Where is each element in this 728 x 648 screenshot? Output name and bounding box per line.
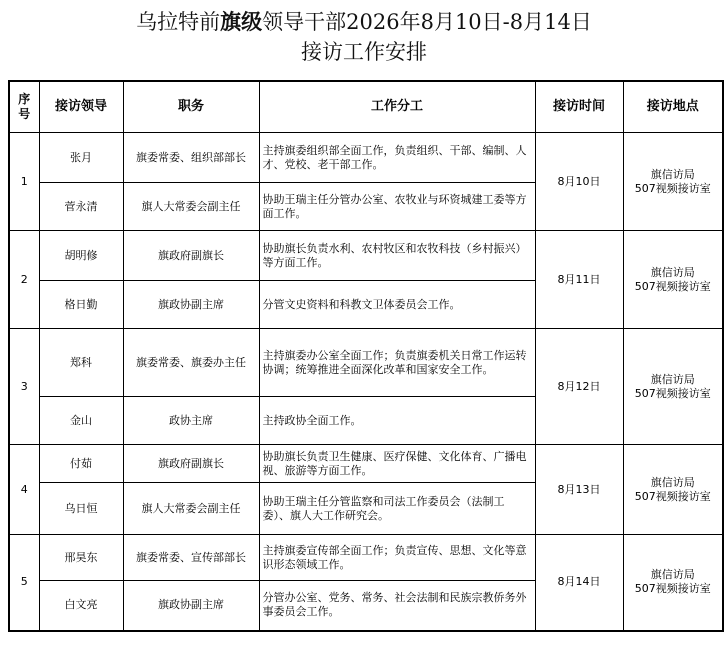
position-cell: 旗委常委、组织部部长 — [123, 133, 259, 183]
time-cell: 8月12日 — [535, 329, 623, 445]
duty-cell: 协助旗长负责水利、农村牧区和农牧科技（乡村振兴）等方面工作。 — [259, 231, 535, 281]
header-time: 接访时间 — [535, 81, 623, 133]
time-cell: 8月11日 — [535, 231, 623, 329]
table-row — [9, 133, 723, 183]
schedule-table — [8, 80, 724, 632]
leader-name-cell: 张月 — [39, 133, 123, 183]
position-cell: 政协主席 — [123, 397, 259, 445]
header-position: 职务 — [123, 81, 259, 133]
position-cell: 旗政协副主席 — [123, 581, 259, 631]
position-cell: 旗委常委、旗委办主任 — [123, 329, 259, 397]
position-cell: 旗人大常委会副主任 — [123, 183, 259, 231]
time-cell: 8月10日 — [535, 133, 623, 231]
leader-name-cell: 白文亮 — [39, 581, 123, 631]
position-cell: 旗政府副旗长 — [123, 231, 259, 281]
page-title-line2: 接访工作安排 — [301, 40, 427, 64]
seq-cell: 2 — [9, 231, 39, 329]
duty-cell: 主持旗委宣传部全面工作；负责宣传、思想、文化等意识形态领域工作。 — [259, 535, 535, 581]
table-header-row — [9, 81, 723, 133]
leader-name-cell: 格日勤 — [39, 281, 123, 329]
leader-name-cell: 乌日恒 — [39, 483, 123, 535]
leader-name-cell: 郑科 — [39, 329, 123, 397]
duty-cell: 协助王瑞主任分管办公室、农牧业与环资城建工委等方面工作。 — [259, 183, 535, 231]
seq-cell: 4 — [9, 445, 39, 535]
table-row — [9, 535, 723, 581]
leader-name-cell: 付茹 — [39, 445, 123, 483]
seq-cell: 5 — [9, 535, 39, 631]
place-cell: 旗信访局 507视频接访室 — [623, 535, 723, 631]
table-body — [9, 133, 723, 631]
place-cell: 旗信访局 507视频接访室 — [623, 329, 723, 445]
position-cell: 旗政府副旗长 — [123, 445, 259, 483]
position-cell: 旗人大常委会副主任 — [123, 483, 259, 535]
duty-cell: 分管文史资料和科教文卫体委员会工作。 — [259, 281, 535, 329]
position-cell: 旗政协副主席 — [123, 281, 259, 329]
place-cell: 旗信访局 507视频接访室 — [623, 133, 723, 231]
header-place: 接访地点 — [623, 81, 723, 133]
seq-cell: 1 — [9, 133, 39, 231]
duty-cell: 分管办公室、党务、常务、社会法制和民族宗教侨务外事委员会工作。 — [259, 581, 535, 631]
place-cell: 旗信访局 507视频接访室 — [623, 231, 723, 329]
duty-cell: 主持旗委办公室全面工作；负责旗委机关日常工作运转协调；统筹推进全面深化改革和国家安全工作。 — [259, 329, 535, 397]
time-cell: 8月13日 — [535, 445, 623, 535]
position-cell: 旗委常委、宣传部部长 — [123, 535, 259, 581]
table-row — [9, 445, 723, 483]
leader-name-cell: 金山 — [39, 397, 123, 445]
page-title-line1 — [0, 8, 728, 36]
title-part1: 乌拉特前 — [136, 10, 221, 34]
header-duty: 工作分工 — [259, 81, 535, 133]
header-seq: 序号 — [9, 81, 39, 133]
table-row — [9, 329, 723, 397]
duty-cell: 协助旗长负责卫生健康、医疗保健、文化体育、广播电视、旅游等方面工作。 — [259, 445, 535, 483]
place-cell: 旗信访局 507视频接访室 — [623, 445, 723, 535]
title-part2: 领导干部2026年8月10日-8月14日 — [262, 10, 592, 34]
duty-cell: 主持旗委组织部全面工作，负责组织、干部、编制、人才、党校、老干部工作。 — [259, 133, 535, 183]
title-bold: 旗级 — [220, 9, 263, 34]
seq-cell: 3 — [9, 329, 39, 445]
duty-cell: 主持政协全面工作。 — [259, 397, 535, 445]
header-leader: 接访领导 — [39, 81, 123, 133]
leader-name-cell: 菅永清 — [39, 183, 123, 231]
table-row — [9, 231, 723, 281]
duty-cell: 协助王瑞主任分管监察和司法工作委员会（法制工委）、旗人大工作研究会。 — [259, 483, 535, 535]
leader-name-cell: 邢昊东 — [39, 535, 123, 581]
leader-name-cell: 胡明修 — [39, 231, 123, 281]
time-cell: 8月14日 — [535, 535, 623, 631]
